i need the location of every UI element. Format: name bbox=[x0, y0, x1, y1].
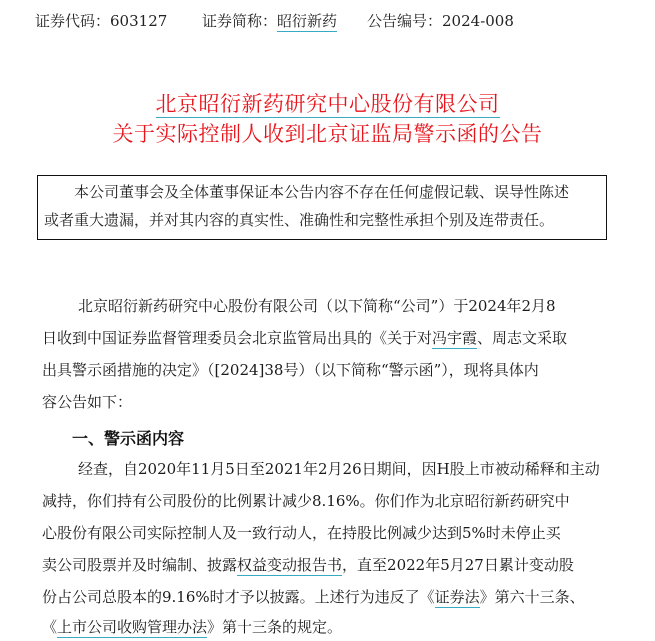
board-statement-line: 或者重大遗漏，并对其内容的真实性、准确性和完整性承担个别及连带责任。 bbox=[44, 211, 555, 229]
security-code-label: 证券代码： bbox=[35, 12, 111, 30]
body-line: 减持，你们持有公司股份的比例累计减少8.16%。你们作为北京昭衍新药研究中 bbox=[42, 492, 570, 510]
intro-text: 、周志文采取 bbox=[477, 329, 568, 347]
body-text: 《 bbox=[42, 618, 58, 636]
body-text: 份占公司总股本的9.16%时才予以披露。上述行为违反了《 bbox=[42, 588, 435, 606]
body-line bbox=[42, 616, 342, 637]
body-line: 心股份有限公司实际控制人及一致行动人，在持股比例减少达到5%时未停止买 bbox=[42, 524, 561, 542]
takeover-measures-link[interactable]: 上市公司收购管理办法 bbox=[57, 618, 208, 636]
body-line: 经查，自2020年11月5日至2021年2月26日期间，因H股上市被动稀释和主动 bbox=[78, 460, 600, 478]
person-link[interactable]: 冯宇霞 bbox=[432, 329, 478, 347]
equity-change-report-link[interactable]: 权益变动报告书 bbox=[237, 556, 343, 574]
security-code-value: 603127 bbox=[110, 12, 168, 30]
announcement-number-label: 公告编号： bbox=[367, 12, 443, 30]
announcement-number-value: 2024-008 bbox=[442, 12, 514, 30]
body-line bbox=[42, 586, 585, 607]
title-company bbox=[0, 88, 655, 118]
security-name-label: 证券简称： bbox=[202, 12, 278, 30]
security-name bbox=[202, 10, 337, 31]
intro-line bbox=[42, 327, 567, 348]
intro-line: 北京昭衍新药研究中心股份有限公司（以下简称“公司”）于2024年2月8 bbox=[78, 297, 556, 315]
body-line bbox=[42, 554, 574, 575]
security-code bbox=[35, 10, 167, 31]
body-text: ，直至2022年5月27日累计变动股 bbox=[342, 556, 574, 574]
body-text: 》第十三条的规定。 bbox=[207, 618, 343, 636]
announcement-number bbox=[367, 10, 514, 31]
body-text: 》第六十三条、 bbox=[479, 588, 585, 606]
security-name-link[interactable]: 昭衍新药 bbox=[277, 12, 338, 30]
board-statement-box bbox=[37, 175, 607, 240]
section-heading: 一、警示函内容 bbox=[72, 429, 185, 448]
board-statement-line: 本公司董事会及全体董事保证本公告内容不存在任何虚假记载、误导性陈述 bbox=[74, 183, 570, 201]
intro-line: 容公告如下： bbox=[42, 393, 133, 411]
announcement-header bbox=[0, 10, 655, 34]
intro-text: 日收到中国证券监督管理委员会北京监管局出具的《关于对 bbox=[42, 329, 433, 347]
company-name-link[interactable]: 北京昭衍新药研究中心股份有限公司 bbox=[155, 92, 500, 116]
title-subject: 关于实际控制人收到北京证监局警示函的公告 bbox=[112, 122, 543, 146]
intro-line: 出具警示函措施的决定》（[2024]38号）（以下简称“警示函”），现将具体内 bbox=[42, 361, 539, 379]
securities-law-link[interactable]: 证券法 bbox=[434, 588, 480, 606]
body-text: 卖公司股票并及时编制、披露 bbox=[42, 556, 238, 574]
